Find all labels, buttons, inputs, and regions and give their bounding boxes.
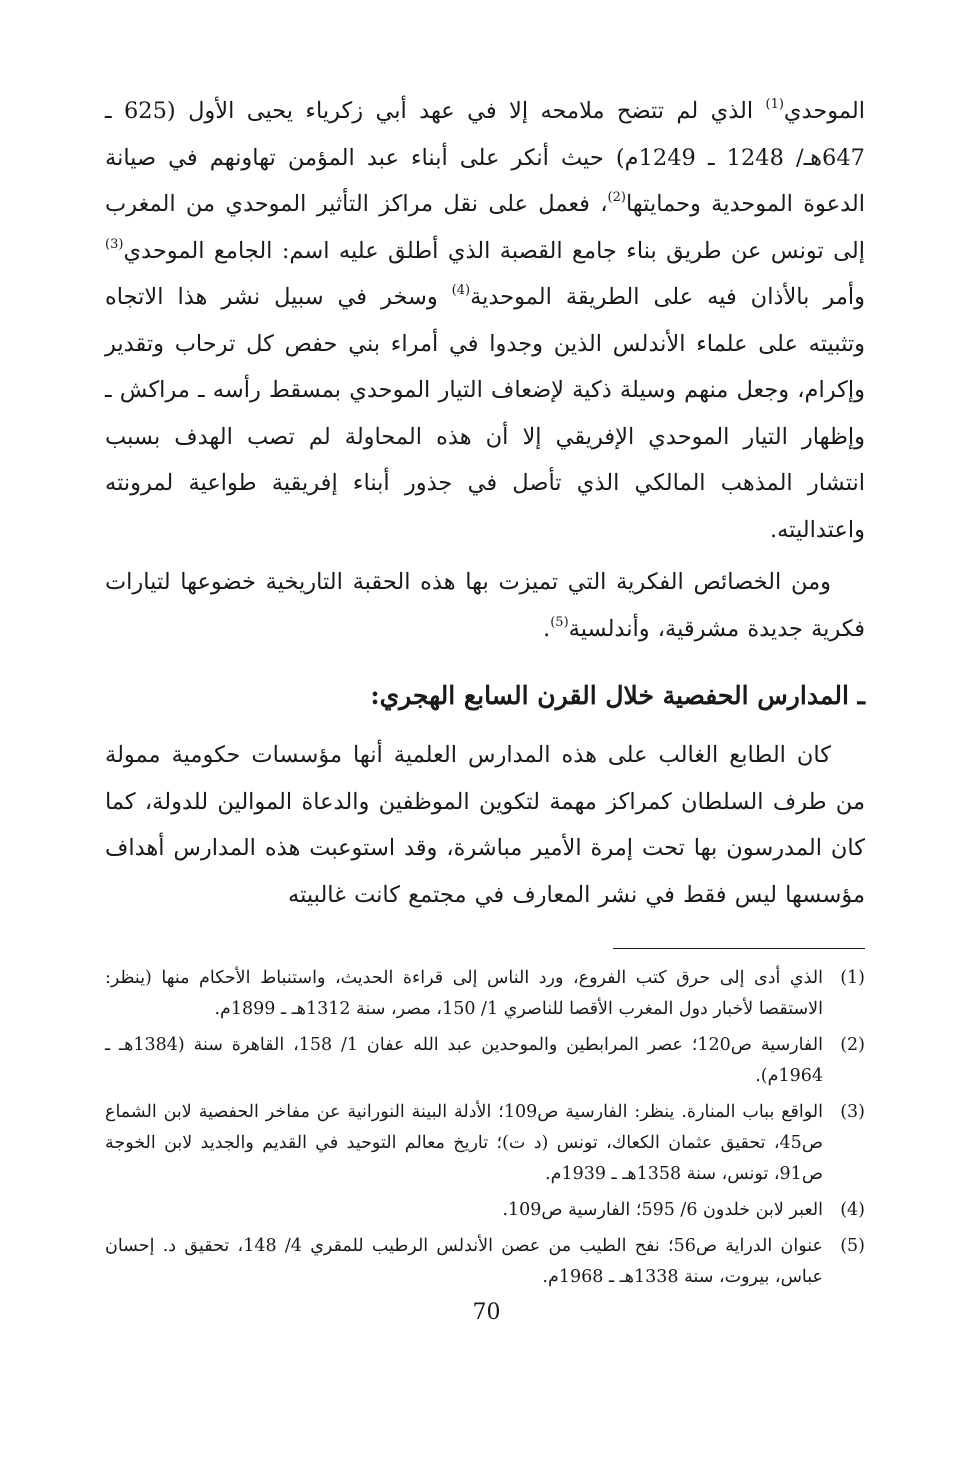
footnote-ref-1[interactable]: (1) xyxy=(765,97,784,112)
body-paragraph-1 xyxy=(105,88,865,553)
footnote-item xyxy=(105,1030,865,1092)
footnote-number: (3) xyxy=(840,1102,865,1122)
footnote-text: الفارسية ص120؛ عصر المرابطين والموحدين عبد الله عفان 1/ 158، القاهرة سنة (1384هـ ـ 1964م). xyxy=(105,1035,823,1086)
section-heading: ـ المدارس الحفصية خلال القرن السابع الهجري: xyxy=(370,681,865,710)
footnote-text: عنوان الدراية ص56؛ نفح الطيب من عصن الأندلس الرطيب للمقري 4/ 148، تحقيق د. إحسان عباس، بيروت، سنة 1338هـ ـ 1968م. xyxy=(105,1236,823,1287)
footnote-ref-3[interactable]: (3) xyxy=(105,236,124,252)
footnote-item xyxy=(105,1195,865,1226)
text-run: الذي لم تتضح ملامحه إلا في عهد أبي زكرياء يحيى الأول (625 ـ 647هـ/ 1248 ـ 1249م) حيث أنكر على أبناء عبد المؤمن تهاونهم في صيانة الدعوة الموحدية وحمايتها xyxy=(105,98,865,217)
footnote-number: (5) xyxy=(840,1236,865,1256)
text-run: . xyxy=(543,615,551,642)
footnote-divider xyxy=(613,948,865,949)
page-body xyxy=(105,88,865,1298)
footnotes-section xyxy=(105,963,865,1293)
footnote-ref-2[interactable]: (2) xyxy=(607,190,626,205)
footnote-number: (2) xyxy=(840,1035,865,1055)
footnote-text: العبر لابن خلدون 6/ 595؛ الفارسية ص109. xyxy=(502,1200,823,1220)
text-run: وأمر بالأذان فيه على الطريقة الموحدية xyxy=(470,284,865,310)
text-run: ومن الخصائص الفكرية التي تميزت بها هذه الحقبة التاريخية خضوعها لتيارات فكرية جديدة مشرقية، وأندلسية xyxy=(105,569,865,642)
footnote-item xyxy=(105,1231,865,1293)
body-paragraph-3: كان الطابع الغالب على هذه المدارس العلمية أنها مؤسسات حكومية ممولة من طرف السلطان كمراكز مهمة لتكوين الموظفين والدعاة الموالين للدولة، كما كان المدرسون بها تحت إمرة الأمير مباشرة، وقد استوعبت هذه المدارس أهداف مؤسسها ليس فقط في نشر المعارف في مجتمع كانت غالبيته xyxy=(105,742,865,908)
page-number: 70 xyxy=(472,1300,501,1325)
footnote-number: (1) xyxy=(840,968,865,988)
footnote-item xyxy=(105,1097,865,1190)
footnote-text: الواقع بباب المنارة. ينظر: الفارسية ص109؛ الأدلة البينة النورانية عن مفاخر الحفصية لابن الشماع ص45، تحقيق عثمان الكعاك، تونس (د ت)؛ تاريخ معالم التوحيد في القديم والجديد لابن الخوجة ص91، تونس، سنة 1358هـ ـ 1939م. xyxy=(105,1102,823,1184)
footnote-ref-5[interactable]: (5) xyxy=(550,614,569,630)
footnote-ref-4[interactable]: (4) xyxy=(451,283,471,298)
footnote-text: الذي أدى إلى حرق كتب الفروع، ورد الناس إلى قراءة الحديث، واستنباط الأحكام منها (ينظر: الاستقصا لأخبار دول المغرب الأقصا للناصري 1/ 150، مصر، سنة 1312هـ ـ 1899م. xyxy=(105,968,823,1019)
text-run: ، فعمل على نقل مراكز التأثير الموحدي من المغرب إلى تونس عن طريق بناء جامع القصبة الذي أطلق عليه اسم: الجامع الموحدي xyxy=(105,191,865,264)
footnote-number: (4) xyxy=(840,1200,865,1220)
body-paragraph-2 xyxy=(105,559,865,652)
text-run: وسخر في سبيل نشر هذا الاتجاه وتثبيته على علماء الأندلس الذين وجدوا في أمراء بني حفص كل ترحاب وتقدير وإكرام، وجعل منهم وسيلة ذكية لإضعاف التيار الموحدي بمسقط رأسه ـ مراكش ـ وإظهار التيار الموحدي الإفريقي إلا أن هذه المحاولة لم تصب الهدف بسبب انتشار المذهب المالكي الذي تأصل في جذور أبناء إفريقية طواعية لمرونته واعتداليته. xyxy=(105,284,865,543)
footnote-item xyxy=(105,963,865,1025)
text-run: الموحدي xyxy=(783,98,865,124)
